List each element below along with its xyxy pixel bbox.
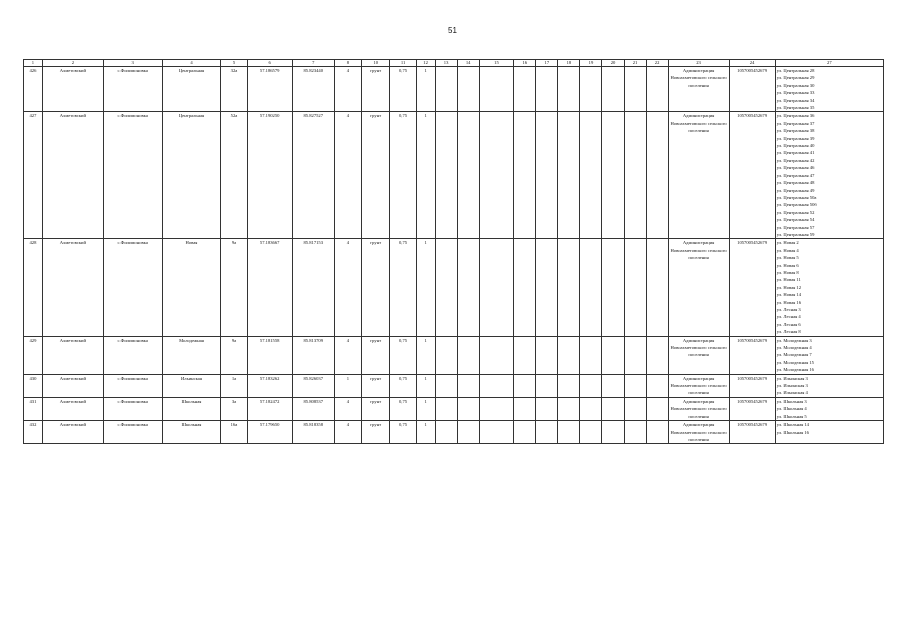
empty-cell xyxy=(580,374,602,397)
district-cell: Ахметовский xyxy=(42,239,103,336)
empty-cell xyxy=(457,336,479,374)
address-line: ул. Новая 8 xyxy=(776,269,799,275)
empty-cell xyxy=(536,421,558,444)
quantity-cell: 1 xyxy=(416,67,435,112)
table-body xyxy=(24,67,884,444)
latitude-cell: 57.183667 xyxy=(247,239,292,336)
settlement-cell: с.Филимоновка xyxy=(103,112,162,239)
settlement-cell: с.Филимоновка xyxy=(103,336,162,374)
address-line: ул. Центральная 48 xyxy=(776,180,815,186)
settlement-cell: с.Филимоновка xyxy=(103,421,162,444)
empty-cell xyxy=(624,421,646,444)
owner-cell: Администрация Новоахметовского сельского поселения xyxy=(668,421,729,444)
empty-cell xyxy=(624,112,646,239)
empty-cell xyxy=(580,397,602,420)
empty-cell xyxy=(646,239,668,336)
table-row xyxy=(24,336,884,374)
column-number-header-cell: 17 xyxy=(536,60,558,67)
address-line: ул. Ильинская 4 xyxy=(776,390,808,396)
empty-cell xyxy=(602,397,624,420)
containers-count-cell: 4 xyxy=(334,336,361,374)
latitude-cell: 57.190250 xyxy=(247,112,292,239)
surface-type-cell: грунт xyxy=(362,397,390,420)
column-number-header-cell: 10 xyxy=(362,60,390,67)
longitude-cell: 85.823440 xyxy=(292,67,334,112)
address-line: ул. Центральная 33 xyxy=(776,90,815,96)
address-line: ул. Молодежная 16 xyxy=(776,367,814,373)
ogrn-cell: 1057005452679 xyxy=(729,397,775,420)
address-line: ул. Центральная 37 xyxy=(776,120,815,126)
empty-cell xyxy=(646,67,668,112)
containers-count-cell: 1 xyxy=(334,374,361,397)
empty-cell xyxy=(479,374,514,397)
address-line: ул. Центральная 59 xyxy=(776,231,815,237)
address-line: ул. Молодежная 7 xyxy=(776,352,812,358)
containers-count-cell: 4 xyxy=(334,239,361,336)
empty-cell xyxy=(435,421,457,444)
house-number-cell: 16а xyxy=(221,421,247,444)
surface-type-cell: грунт xyxy=(362,374,390,397)
empty-cell xyxy=(624,336,646,374)
empty-cell xyxy=(602,336,624,374)
addresses-cell xyxy=(775,336,883,374)
empty-cell xyxy=(558,397,580,420)
ogrn-cell: 1057005452679 xyxy=(729,112,775,239)
area-cell: 0,75 xyxy=(390,374,416,397)
column-number-header-cell: 13 xyxy=(435,60,457,67)
address-line: ул. Центральная 38 xyxy=(776,128,815,134)
address-line: ул. Молодежная 4 xyxy=(776,345,812,351)
longitude-cell: 85.826037 xyxy=(292,374,334,397)
empty-cell xyxy=(479,67,514,112)
containers-count-cell: 4 xyxy=(334,421,361,444)
column-number-header-cell: 8 xyxy=(334,60,361,67)
column-number-header-cell: 7 xyxy=(292,60,334,67)
address-line: ул. Центральная 41 xyxy=(776,150,815,156)
empty-cell xyxy=(457,421,479,444)
house-number-cell: 9а xyxy=(221,239,247,336)
row-number-cell: 429 xyxy=(24,336,43,374)
column-number-header-cell: 1 xyxy=(24,60,43,67)
address-line: ул. Центральная 50а xyxy=(776,194,817,200)
addresses-cell xyxy=(775,239,883,336)
address-line: ул. Школьная 4 xyxy=(776,406,807,412)
empty-cell xyxy=(580,239,602,336)
street-cell: Молодежная xyxy=(162,336,221,374)
column-number-header-cell: 21 xyxy=(624,60,646,67)
district-cell: Ахметовский xyxy=(42,112,103,239)
column-number-header-cell: 23 xyxy=(668,60,729,67)
empty-cell xyxy=(558,239,580,336)
longitude-cell: 85.813709 xyxy=(292,336,334,374)
addresses-cell xyxy=(775,112,883,239)
address-line: ул. Центральная 40 xyxy=(776,143,815,149)
address-line: ул. Лесная 6 xyxy=(776,321,801,327)
quantity-cell: 1 xyxy=(416,239,435,336)
surface-type-cell: грунт xyxy=(362,336,390,374)
address-line: ул. Центральная 30 xyxy=(776,82,815,88)
empty-cell xyxy=(602,421,624,444)
settlement-cell: с.Филимоновка xyxy=(103,397,162,420)
address-line: ул. Школьная 16 xyxy=(776,429,809,435)
district-cell: Ахметовский xyxy=(42,336,103,374)
street-cell: Центральная xyxy=(162,67,221,112)
empty-cell xyxy=(580,336,602,374)
table-row xyxy=(24,112,884,239)
area-cell: 0,75 xyxy=(390,112,416,239)
addresses-cell xyxy=(775,397,883,420)
surface-type-cell: грунт xyxy=(362,421,390,444)
empty-cell xyxy=(435,397,457,420)
ogrn-cell: 1057005452679 xyxy=(729,374,775,397)
address-line: ул. Новая 5 xyxy=(776,255,799,261)
house-number-cell: 9а xyxy=(221,336,247,374)
row-number-cell: 432 xyxy=(24,421,43,444)
empty-cell xyxy=(536,239,558,336)
column-number-header-cell: 27 xyxy=(775,60,883,67)
empty-cell xyxy=(558,67,580,112)
address-line: ул. Новая 12 xyxy=(776,284,801,290)
owner-cell: Администрация Новоахметовского сельского поселения xyxy=(668,336,729,374)
address-line: ул. Центральная 46 xyxy=(776,165,815,171)
table-row xyxy=(24,374,884,397)
containers-count-cell: 4 xyxy=(334,397,361,420)
latitude-cell: 57.186579 xyxy=(247,67,292,112)
district-cell: Ахметовский xyxy=(42,421,103,444)
district-cell: Ахметовский xyxy=(42,67,103,112)
empty-cell xyxy=(580,112,602,239)
ogrn-cell: 1057005452679 xyxy=(729,67,775,112)
empty-cell xyxy=(558,421,580,444)
empty-cell xyxy=(536,336,558,374)
empty-cell xyxy=(602,374,624,397)
empty-cell xyxy=(624,239,646,336)
street-cell: Новая xyxy=(162,239,221,336)
empty-cell xyxy=(646,374,668,397)
address-line: ул. Новая 14 xyxy=(776,292,801,298)
address-line: ул. Центральная 54 xyxy=(776,217,815,223)
column-number-header-cell: 5 xyxy=(221,60,247,67)
address-line: ул. Центральная 29 xyxy=(776,75,815,81)
column-number-header-cell: 20 xyxy=(602,60,624,67)
owner-cell: Администрация Новоахметовского сельского поселения xyxy=(668,239,729,336)
empty-cell xyxy=(479,336,514,374)
table-row xyxy=(24,239,884,336)
empty-cell xyxy=(624,397,646,420)
empty-cell xyxy=(514,239,536,336)
latitude-cell: 57.181558 xyxy=(247,336,292,374)
address-line: ул. Центральная 49 xyxy=(776,187,815,193)
empty-cell xyxy=(580,67,602,112)
quantity-cell: 1 xyxy=(416,374,435,397)
area-cell: 0,75 xyxy=(390,421,416,444)
column-number-header-cell: 22 xyxy=(646,60,668,67)
column-number-header-cell: 11 xyxy=(390,60,416,67)
row-number-cell: 427 xyxy=(24,112,43,239)
address-line: ул. Ильинская 3 xyxy=(776,383,808,389)
empty-cell xyxy=(435,239,457,336)
address-line: ул. Центральная 57 xyxy=(776,224,815,230)
empty-cell xyxy=(624,374,646,397)
address-line: ул. Центральная 34 xyxy=(776,97,815,103)
address-line: ул. Новая 2 xyxy=(776,240,799,246)
addresses-cell xyxy=(775,67,883,112)
settlement-cell: с.Филимоновка xyxy=(103,67,162,112)
column-number-header xyxy=(24,60,884,67)
address-line: ул. Новая 4 xyxy=(776,247,799,253)
empty-cell xyxy=(646,336,668,374)
owner-cell: Администрация Новоахметовского сельского поселения xyxy=(668,397,729,420)
owner-cell: Администрация Новоахметовского сельского поселения xyxy=(668,374,729,397)
empty-cell xyxy=(435,336,457,374)
empty-cell xyxy=(435,67,457,112)
latitude-cell: 57.179650 xyxy=(247,421,292,444)
address-line: ул. Центральная 35 xyxy=(776,105,815,111)
area-cell: 0,75 xyxy=(390,239,416,336)
address-line: ул. Новая 16 xyxy=(776,299,801,305)
house-number-cell: 52а xyxy=(221,112,247,239)
quantity-cell: 1 xyxy=(416,421,435,444)
row-number-cell: 430 xyxy=(24,374,43,397)
address-line: ул. Центральная 28 xyxy=(776,68,815,73)
longitude-cell: 85.808537 xyxy=(292,397,334,420)
row-number-cell: 426 xyxy=(24,67,43,112)
column-number-header-cell: 6 xyxy=(247,60,292,67)
address-line: ул. Центральная 42 xyxy=(776,157,815,163)
empty-cell xyxy=(602,112,624,239)
address-line: ул. Центральная 47 xyxy=(776,172,815,178)
street-cell: Ильинская xyxy=(162,374,221,397)
street-cell: Школьная xyxy=(162,421,221,444)
empty-cell xyxy=(514,397,536,420)
column-number-header-cell: 15 xyxy=(479,60,514,67)
column-number-header-cell: 12 xyxy=(416,60,435,67)
ogrn-cell: 1057005452679 xyxy=(729,421,775,444)
house-number-cell: 1а xyxy=(221,374,247,397)
table-row xyxy=(24,397,884,420)
empty-cell xyxy=(536,397,558,420)
column-number-header-cell: 14 xyxy=(457,60,479,67)
empty-cell xyxy=(646,112,668,239)
addresses-cell xyxy=(775,374,883,397)
quantity-cell: 1 xyxy=(416,112,435,239)
longitude-cell: 85.827527 xyxy=(292,112,334,239)
table-row xyxy=(24,67,884,112)
empty-cell xyxy=(536,67,558,112)
empty-cell xyxy=(435,112,457,239)
surface-type-cell: грунт xyxy=(362,112,390,239)
empty-cell xyxy=(514,67,536,112)
row-number-cell: 428 xyxy=(24,239,43,336)
surface-type-cell: грунт xyxy=(362,67,390,112)
ogrn-cell: 1057005452679 xyxy=(729,239,775,336)
street-cell: Школьная xyxy=(162,397,221,420)
latitude-cell: 57.183262 xyxy=(247,374,292,397)
containers-count-cell: 4 xyxy=(334,112,361,239)
quantity-cell: 1 xyxy=(416,336,435,374)
address-line: ул. Школьная 3 xyxy=(776,398,807,404)
house-number-cell: 32а xyxy=(221,67,247,112)
empty-cell xyxy=(479,112,514,239)
address-line: ул. Лесная 8 xyxy=(776,329,801,335)
house-number-cell: 3а xyxy=(221,397,247,420)
empty-cell xyxy=(602,67,624,112)
empty-cell xyxy=(558,374,580,397)
empty-cell xyxy=(457,112,479,239)
column-number-header-cell: 19 xyxy=(580,60,602,67)
empty-cell xyxy=(457,239,479,336)
owner-cell: Администрация Новоахметовского сельского поселения xyxy=(668,112,729,239)
column-number-header-cell: 18 xyxy=(558,60,580,67)
column-number-header-cell: 3 xyxy=(103,60,162,67)
quantity-cell: 1 xyxy=(416,397,435,420)
column-number-header-cell: 16 xyxy=(514,60,536,67)
address-line: ул. Молодежная 15 xyxy=(776,359,814,365)
empty-cell xyxy=(457,374,479,397)
address-line: ул. Молодежная 3 xyxy=(776,337,812,343)
owner-cell: Администрация Новоахметовского сельского поселения xyxy=(668,67,729,112)
settlement-cell: с.Филимоновка xyxy=(103,239,162,336)
empty-cell xyxy=(479,397,514,420)
empty-cell xyxy=(457,397,479,420)
empty-cell xyxy=(435,374,457,397)
column-number-header-cell: 2 xyxy=(42,60,103,67)
empty-cell xyxy=(514,336,536,374)
address-line: ул. Лесная 4 xyxy=(776,314,801,320)
empty-cell xyxy=(457,67,479,112)
empty-cell xyxy=(624,67,646,112)
empty-cell xyxy=(580,421,602,444)
address-line: ул. Центральная 52 xyxy=(776,209,815,215)
settlement-cell: с.Филимоновка xyxy=(103,374,162,397)
empty-cell xyxy=(536,112,558,239)
column-number-header-cell: 24 xyxy=(729,60,775,67)
empty-cell xyxy=(646,421,668,444)
address-line: ул. Школьная 5 xyxy=(776,413,807,419)
empty-cell xyxy=(514,112,536,239)
empty-cell xyxy=(479,421,514,444)
column-number-header-cell: 4 xyxy=(162,60,221,67)
address-line: ул. Школьная 14 xyxy=(776,422,809,428)
ogrn-cell: 1057005452679 xyxy=(729,336,775,374)
address-line: ул. Новая 6 xyxy=(776,262,799,268)
row-number-cell: 431 xyxy=(24,397,43,420)
district-cell: Ахметовский xyxy=(42,374,103,397)
area-cell: 0,75 xyxy=(390,67,416,112)
address-line: ул. Центральная 50б xyxy=(776,202,817,208)
empty-cell xyxy=(602,239,624,336)
latitude-cell: 57.182472 xyxy=(247,397,292,420)
address-line: ул. Ильинская 3 xyxy=(776,375,808,381)
address-line: ул. Новая 11 xyxy=(776,277,801,283)
table-row xyxy=(24,421,884,444)
empty-cell xyxy=(514,421,536,444)
address-line: ул. Лесная 3 xyxy=(776,307,801,312)
area-cell: 0,75 xyxy=(390,336,416,374)
empty-cell xyxy=(514,374,536,397)
empty-cell xyxy=(479,239,514,336)
surface-type-cell: грунт xyxy=(362,239,390,336)
address-line: ул. Центральная 36 xyxy=(776,113,815,119)
longitude-cell: 85.817153 xyxy=(292,239,334,336)
district-cell: Ахметовский xyxy=(42,397,103,420)
empty-cell xyxy=(536,374,558,397)
empty-cell xyxy=(646,397,668,420)
empty-cell xyxy=(558,336,580,374)
page-number: 51 xyxy=(448,26,457,35)
longitude-cell: 85.818358 xyxy=(292,421,334,444)
address-line: ул. Центральная 39 xyxy=(776,135,815,141)
addresses-cell xyxy=(775,421,883,444)
street-cell: Центральная xyxy=(162,112,221,239)
containers-count-cell: 4 xyxy=(334,67,361,112)
area-cell: 0,75 xyxy=(390,397,416,420)
empty-cell xyxy=(558,112,580,239)
registry-table xyxy=(23,59,884,444)
